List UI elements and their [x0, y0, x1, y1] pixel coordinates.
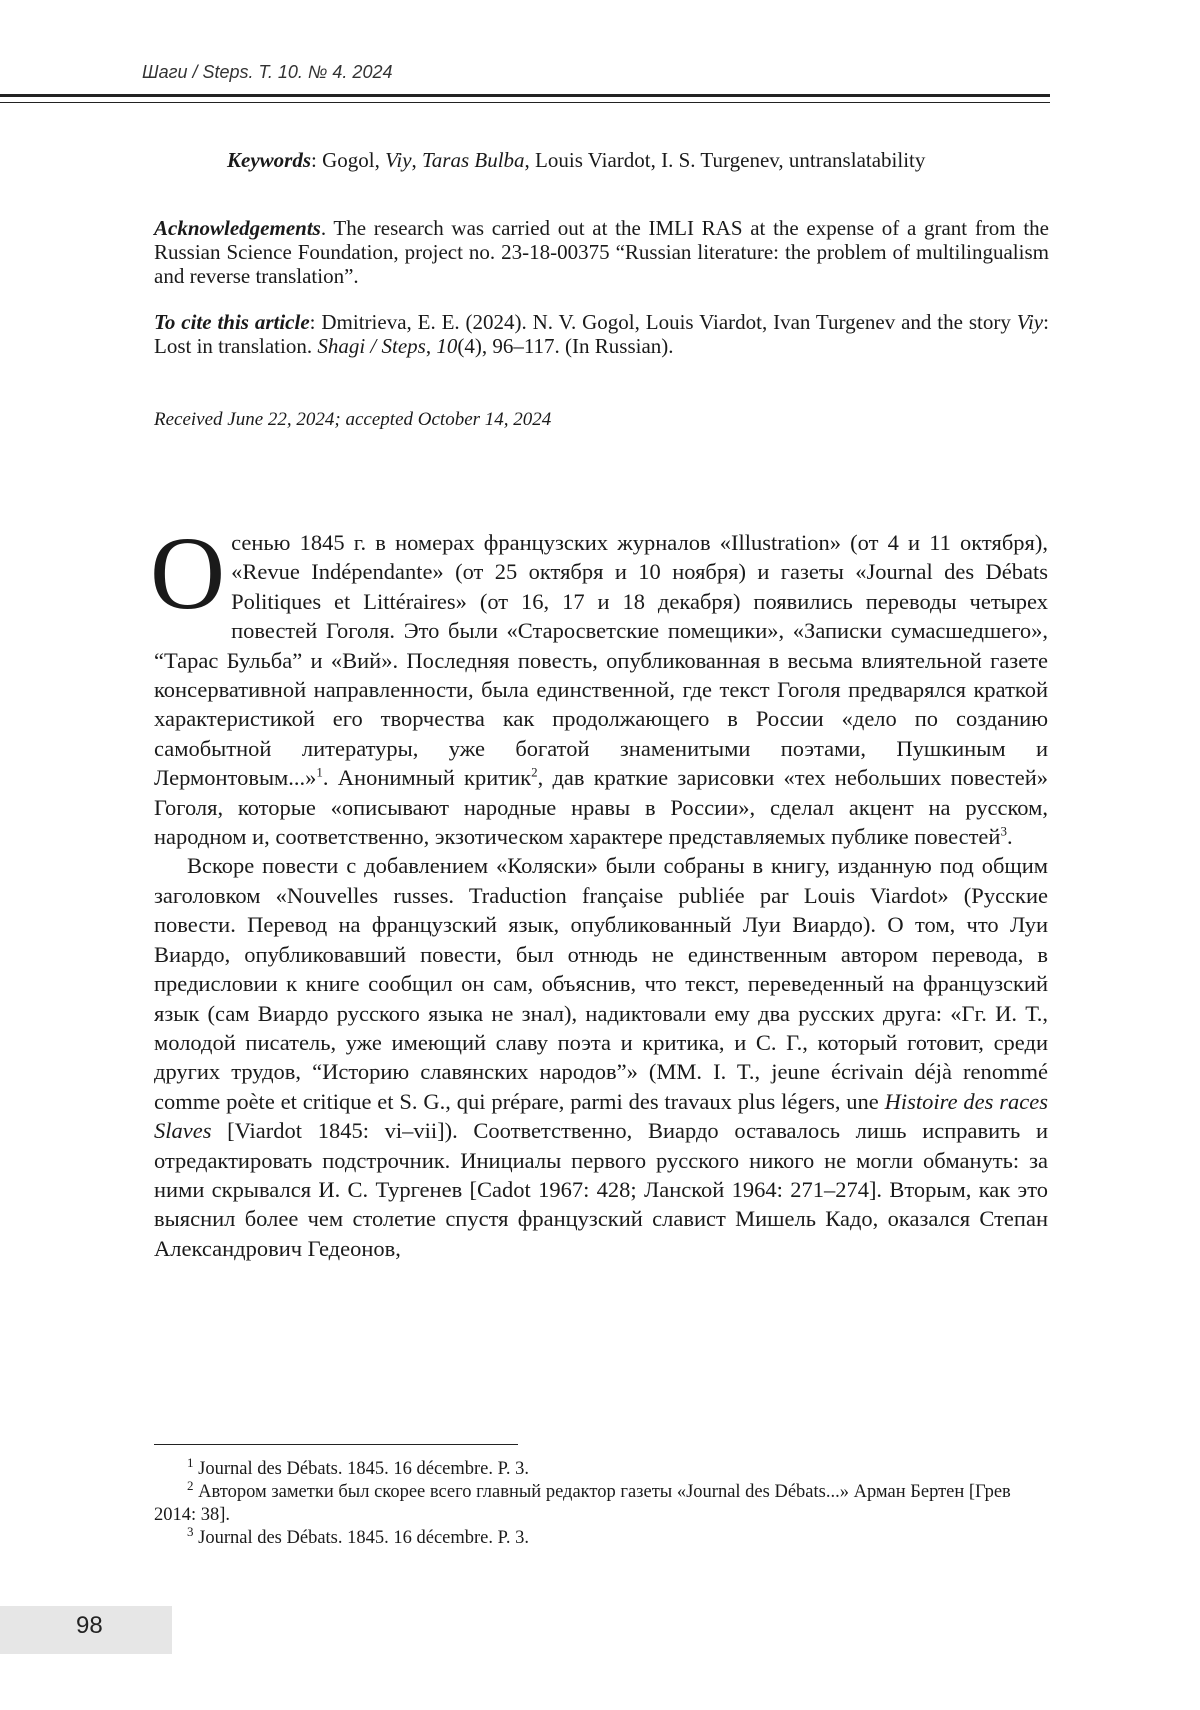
drop-cap: О	[150, 534, 225, 620]
ack-label: Acknowledgements	[154, 216, 321, 240]
paragraph-2	[154, 851, 1048, 1263]
cite-text-2: : Lost in translation.	[154, 310, 1049, 358]
header-rule-thin	[0, 102, 1050, 103]
footnote-ref-2[interactable]: 2	[531, 765, 538, 780]
footnote-ref-1[interactable]: 1	[316, 765, 323, 780]
article-body	[154, 528, 1048, 1263]
footnote-3	[154, 1527, 1048, 1550]
p1-text-b: . Анонимный критик	[323, 765, 531, 790]
cite-label: To cite this article	[154, 310, 310, 334]
cite-volume: 10	[436, 334, 457, 358]
keywords-text: : Gogol,	[311, 148, 385, 172]
footnote-2-text: Автором заметки был скорее всего главный редактор газеты «Journal des Débats...» Арман Бертен [Грев 2014: 38].	[154, 1482, 1011, 1525]
acknowledgements	[154, 216, 1049, 288]
footnote-3-text: Journal des Débats. 1845. 16 décembre. P. 3.	[194, 1528, 530, 1548]
p2-text-a: Вскоре повести с добавлением «Коляски» были собраны в книгу, из­данную под общим заголовком «Nouvelles russes. Traduction française publiée par Louis Viardot» (Русские повести. Перевод на французский язык, опу­бликованный Луи Виардо). О том, что Луи Виардо, опубликовавший по­вести, был отнюдь не единственным автором перевода, в предисловии к книге сообщил он сам, объяснив, что текст, переведенный на французский язык (сам Виардо русского языка не знал), надиктовали ему два русских друга: «Гг. И. Т., молодой писатель, уже имеющий славу поэта и критика, и С. Г., который готовит, среди других трудов, “Историю славянских на­родов”» (MM. I. T., jeune écrivain déjà renommé comme poète et critique et S. G., qui prépare, parmi des travaux plus légers, une	[154, 853, 1048, 1113]
cite-text-3: ,	[426, 334, 437, 358]
citation	[154, 310, 1049, 358]
ack-text: . The research was carried out at the IMLI RAS at the expense of a grant from the Russian Science Foundation, project no. 23-18-00375 “Russian literature: the problem of multilingualism and reverse translation”.	[154, 216, 1049, 288]
p2-text-b: [Vi­ardot 1845: vi–vii]). Соответственно, Виардо оставалось лишь исправить и отредактировать подстрочник. Инициалы первого русского никого не мог­ли обмануть: за ними скрывался И. С. Тургенев [Cadot 1967: 428; Ланской 1964: 271–274]. Вторым, как это выяснил более чем столетие спустя фран­цузский славист Мишель Кадо, оказался Степан Александрович Гедеонов,	[154, 1118, 1048, 1261]
keywords-sep: ,	[412, 148, 423, 172]
paragraph-1	[154, 528, 1048, 851]
footnote-1-num: 1	[187, 1455, 194, 1470]
cite-journal: Shagi / Steps	[317, 334, 426, 358]
keyword-viy: Viy	[385, 148, 411, 172]
p2-italic-title: Histoire des races Slaves	[154, 1089, 1048, 1143]
cite-text-1: : Dmitrieva, E. E. (2024). N. V. Gogol, Louis Viardot, Ivan Turgenev and the story	[310, 310, 1017, 334]
received-dates: Received June 22, 2024; accepted October 14, 2024	[154, 408, 551, 432]
keywords	[227, 148, 1047, 172]
cite-text-4: (4), 96–117. (In Russian).	[457, 334, 673, 358]
header-rule-thick	[0, 94, 1050, 97]
p1-text-c: , дав крат­кие зарисовки «тех небольших повестей» Гоголя, которые «описывают на­родные нравы в России», сделал акцент на русском, народном и, соответ­ственно, экзотическом характере представляемых публике повестей	[154, 765, 1048, 849]
keywords-label: Keywords	[227, 148, 311, 172]
page-number: 98	[76, 1612, 103, 1640]
footnote-1-text: Journal des Débats. 1845. 16 décembre. P. 3.	[194, 1459, 530, 1479]
footnote-1	[154, 1458, 1048, 1481]
keyword-taras-bulba: Taras Bulba	[422, 148, 525, 172]
footnote-2	[154, 1481, 1048, 1527]
footnote-rule	[154, 1444, 518, 1445]
p1-text-a: сенью 1845 г. в номерах французских журналов «Illustration» (от 4 и 11 октября), «Revue Indépendante» (от 25 октября и 10 ноября) и газеты «Journal des Débats Politiques et Littéraires» (от 16, 17 и 18 де­кабря) появились переводы четырех повестей Гоголя. Это были «Старо­светские помещики», «Записки сумасшедшего», “Тарас Бульба” и «Вий». Последняя повесть, опубликованная в весьма влиятельной газете консер­вативной направленности, была единственной, где текст Гоголя предва­рялся краткой характеристикой его творчества как продолжающего в Рос­сии «дело по созданию самобытной литературы, уже богатой знаменитыми поэтами, Пушкиным и Лермонтовым...»	[154, 530, 1048, 790]
footnotes	[154, 1458, 1048, 1550]
footnote-ref-3[interactable]: 3	[1000, 824, 1007, 839]
cite-italic-viy: Viy	[1017, 310, 1043, 334]
footnote-3-num: 3	[187, 1524, 194, 1539]
keywords-rest: , Louis Viardot, I. S. Turgenev, untranslatability	[525, 148, 926, 172]
p1-text-d: .	[1007, 824, 1013, 849]
footnote-2-num: 2	[187, 1478, 194, 1493]
running-head: Шаги / Steps. Т. 10. № 4. 2024	[142, 62, 392, 83]
